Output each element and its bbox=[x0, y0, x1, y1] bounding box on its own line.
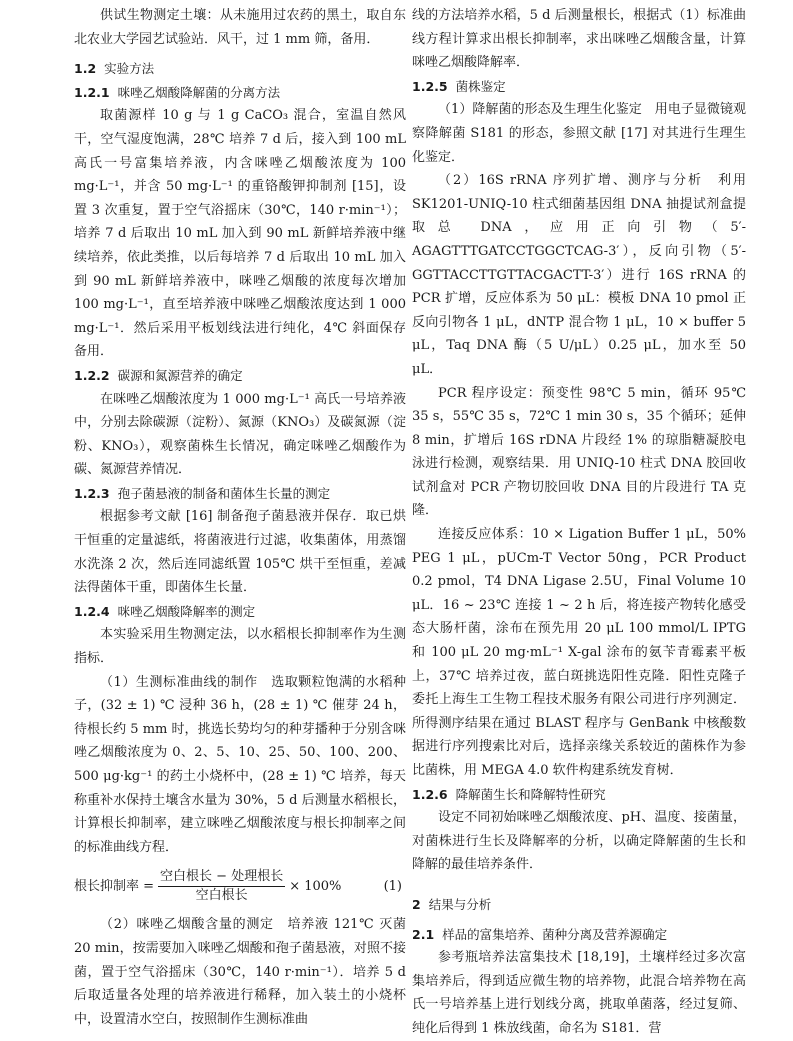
heading-title: 样品的富集培养、菌种分离及营养源确定 bbox=[442, 926, 668, 942]
heading-title: 孢子菌悬液的制备和菌体生长量的测定 bbox=[117, 485, 331, 501]
heading-number: 1.2 bbox=[74, 61, 97, 77]
heading-title: 降解菌生长和降解特性研究 bbox=[455, 786, 606, 802]
heading-1-2-6 bbox=[412, 783, 746, 807]
paragraph-ligation: 连接反应体系：10 × Ligation Buffer 1 μL，50% PEG 1 μL，pUCm-T Vector 50ng，PCR Product 0.2 pmol，T4 DNA Ligase 2.5U，Final Volume 10 μL．16 ~ 23℃ 连接 1 ~ 2 h 后，将连接产物转化感受态大肠杆菌，涂布在预先用 20 μL 100 mmol/L IPTG 和 100 μL 20 mg·mL⁻¹ X-gal 涂布的氨苄青霉素平板上，37℃ 培养过夜，蓝白斑挑选阳性克隆．阳性克隆子委托上海生工生物工程技术服务有限公司进行序列测定．所得测序结果在通过 BLAST 程序与 GenBank 中核酸数据进行序列搜索比对后，选择亲缘关系较近的菌株作为参比菌株，用 MEGA 4.0 软件构建系统发育树． bbox=[412, 527, 746, 778]
heading-title: 咪唑乙烟酸降解率的测定 bbox=[117, 603, 256, 619]
paragraph-continued: 线的方法培养水稻，5 d 后测量根长，根据式（1）标准曲线方程计算求出根长抑制率，求出咪唑乙烟酸含量，计算咪唑乙烟酸降解率． bbox=[412, 8, 746, 71]
heading-title: 实验方法 bbox=[104, 61, 155, 77]
equation-denominator: 空白根长 bbox=[195, 887, 248, 903]
heading-1-2-5 bbox=[412, 75, 746, 99]
heading-title: 碳源和氮源营养的确定 bbox=[117, 367, 243, 383]
heading-number: 2 bbox=[412, 896, 421, 912]
right-column bbox=[412, 4, 746, 1041]
paragraph-pcr: PCR 程序设定：预变性 98℃ 5 min，循环 95℃ 35 s，55℃ 35 s，72℃ 1 min 30 s，35 个循环；延伸 8 min，扩增后 16S rDNA 片段经 1% 的琼脂糖凝胶电泳进行检测，观察结果．用 UNIQ-10 柱式 DNA 胶回收试剂盒对 PCR 产物切胶回收 DNA 目的片段进行 TA 克隆． bbox=[412, 385, 746, 519]
heading-title: 结果与分析 bbox=[428, 896, 492, 912]
heading-1-2-2 bbox=[74, 364, 406, 388]
heading-number: 1.2.6 bbox=[412, 786, 448, 802]
heading-2 bbox=[412, 893, 746, 917]
heading-title: 菌株鉴定 bbox=[455, 78, 506, 94]
heading-2-1 bbox=[412, 923, 746, 947]
heading-1-2-4 bbox=[74, 600, 406, 624]
paragraph-isolation: 取菌源样 10 g 与 1 g CaCO₃ 混合，室温自然风干，空气湿度饱满，28℃ 培养 7 d 后，接入到 100 mL 高氏一号富集培养液，内含咪唑乙烟酸浓度为 100 mg·L⁻¹，并含 50 mg·L⁻¹ 的重铬酸钾抑制剂 [15]，设置 3 次重复，置于空气浴摇床（30℃，140 r·min⁻¹）；培养 7 d 后取出 10 mL 加入到 90 mL 新鲜培养液中继续培养，依此类推，以后每培养 7 d 后取出 10 mL 加入到 90 mL 新鲜培养液中，咪唑乙烟酸的浓度每次增加 100 mg·L⁻¹，直至培养液中咪唑乙烟酸浓度达到 1 000 mg·L⁻¹．然后采用平板划线法进行纯化，4℃ 斜面保存备用． bbox=[74, 108, 406, 360]
paragraph-soil: 供试生物测定土壤：从未施用过农药的黑土，取自东北农业大学园艺试验站．风干，过 1 mm 筛，备用． bbox=[74, 8, 406, 47]
paragraph-morphology: （1）降解菌的形态及生理生化鉴定 用电子显微镜观察降解菌 S181 的形态，参照文献 [17] 对其进行生理生化鉴定． bbox=[412, 102, 746, 165]
paragraph-carbon-nitrogen: 在咪唑乙烟酸浓度为 1 000 mg·L⁻¹ 高氏一号培养液中，分别去除碳源（淀粉）、氮源（KNO₃）及碳氮源（淀粉、KNO₃），观察菌株生长情况，确定咪唑乙烟酸作为碳、氮源营养情况． bbox=[74, 391, 406, 478]
equation-1 bbox=[74, 861, 406, 911]
heading-title: 咪唑乙烟酸降解菌的分离方法 bbox=[117, 84, 281, 100]
paragraph-results: 参考瓶培养法富集技术 [18,19]，土壤样经过多次富集培养后，得到适应微生物的培养物，此混合培养物在高氏一号培养基上进行划线分离，挑取单菌落，经过复筛、纯化后得到 1 株放线菌，命名为 S181．营 bbox=[412, 950, 746, 1036]
heading-number: 1.2.1 bbox=[74, 84, 110, 100]
heading-1-2-3 bbox=[74, 482, 406, 506]
equation-fraction bbox=[158, 868, 285, 905]
paragraph-growth: 设定不同初始咪唑乙烟酸浓度、pH、温度、接菌量，对菌株进行生长及降解率的分析，以确定降解菌的生长和降解的最佳培养条件． bbox=[412, 810, 746, 873]
heading-number: 1.2.5 bbox=[412, 78, 448, 94]
equation-number: (1) bbox=[383, 878, 402, 894]
equation-lhs: 根长抑制率 = bbox=[74, 878, 155, 894]
heading-number: 1.2.2 bbox=[74, 367, 110, 383]
paragraph-bioassay: 本实验采用生物测定法，以水稻根长抑制率作为生测指标． bbox=[74, 627, 406, 667]
heading-1-2 bbox=[74, 57, 406, 81]
equation-numerator: 空白根长 − 处理根长 bbox=[158, 868, 285, 887]
heading-1-2-1 bbox=[74, 81, 406, 105]
paragraph-content-measure: （2）咪唑乙烟酸含量的测定 培养液 121℃ 灭菌 20 min，按需要加入咪唑乙烟酸和孢子菌悬液，对照不接菌，置于空气浴摇床（30℃，140 r·min⁻¹）．培养 5 d 后取适量各处理的培养液进行稀释，加入装土的小烧杯中，设置清水空白，按照制作生测标准曲 bbox=[74, 917, 406, 1027]
left-column bbox=[74, 4, 406, 1031]
paragraph-standard-curve: （1）生测标准曲线的制作 选取颗粒饱满的水稻种子，(32 ± 1) ℃ 浸种 36 h，(28 ± 1) ℃ 催芽 24 h，待根长约 5 mm 时，挑选长势均匀的种芽播种于分别含咪唑乙烟酸浓度为 0、2、5、10、25、50、100、200、500 μg·kg⁻¹ 的药土小烧杯中，(28 ± 1) ℃ 培养，每天称重补水保持土壤含水量为 30%，5 d 后测量水稻根长，计算根长抑制率，建立咪唑乙烟酸浓度与根长抑制率之间的标准曲线方程． bbox=[74, 674, 406, 855]
equation-rhs: × 100% bbox=[289, 878, 342, 894]
paragraph-spore: 根据参考文献 [16] 制备孢子菌悬液并保存．取已烘干恒重的定量滤纸，将菌液进行过滤，收集菌体，用蒸馏水洗涤 2 次，然后连同滤纸置 105℃ 烘干至恒重，差减法得菌体干重，即菌体生长量． bbox=[74, 509, 406, 596]
heading-number: 2.1 bbox=[412, 926, 435, 942]
heading-number: 1.2.4 bbox=[74, 603, 110, 619]
paragraph-16s-rrna: （2）16S rRNA 序列扩增、测序与分析 利用 SK1201-UNIQ-10 柱式细菌基因组 DNA 抽提试剂盒提取总 DNA，应用正向引物（5′-AGAGTTTGATCCTGGCTCAG-3′），反向引物（5′-GGTTACCTTGTTACGACTT-3′）进行 16S rRNA 的 PCR 扩增，反应体系为 50 μL：模板 DNA 10 pmol 正反向引物各 1 μL，dNTP 混合物 1 μL，10 × buffer 5 μL，Taq DNA 酶（5 U/μL）0.25 μL，加水至 50 μL． bbox=[412, 173, 746, 377]
heading-number: 1.2.3 bbox=[74, 485, 110, 501]
